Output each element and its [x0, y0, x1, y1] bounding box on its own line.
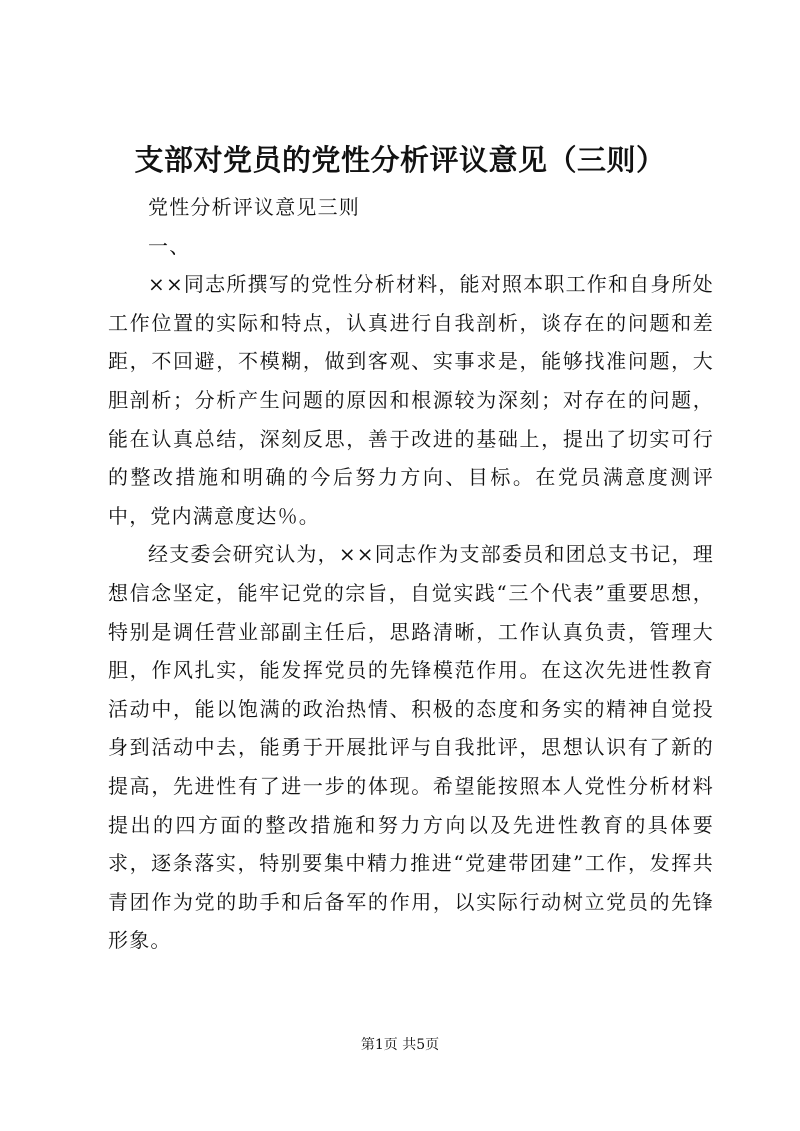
body-paragraph: 经支委会研究认为，××同志作为支部委员和团总支书记，理想信念坚定，能牢记党的宗旨，自觉实践“三个代表”重要思想，特别是调任营业部副主任后，思路清晰，工作认真负责，管理大胆，作风扎实，能发挥党员的先锋模范作用。在这次先进性教育活动中，能以饱满的政治热情、积极的态度和务实的精神自觉投身到活动中去，能勇于开展批评与自我批评，思想认识有了新的提高，先进性有了进一步的体现。希望能按照本人党性分析材料提出的四方面的整改措施和努力方向以及先进性教育的具体要求，逐条落实，特别要集中精力推进“党建带团建”工作，发挥共青团作为党的助手和后备军的作用，以实际行动树立党员的先锋形象。: [108, 542, 714, 953]
document-body: [108, 188, 714, 960]
subtitle-paragraph: 党性分析评议意见三则: [148, 195, 360, 219]
page-footer: 第1页 共5页: [360, 1037, 440, 1053]
body-paragraph: ××同志所撰写的党性分析材料，能对照本职工作和自身所处工作位置的实际和特点，认真进行自我剖析，谈存在的问题和差距，不回避，不模糊，做到客观、实事求是，能够找准问题，大胆剖析；分析产生问题的原因和根源较为深刻；对存在的问题，能在认真总结，深刻反思，善于改进的基础上，提出了切实可行的整改措施和明确的今后努力方向、目标。在党员满意度测评中，党内满意度达％。: [108, 272, 714, 528]
document-title: 支部对党员的党性分析评议意见（三则）: [134, 143, 666, 177]
section-number-paragraph: 一、: [148, 233, 191, 258]
